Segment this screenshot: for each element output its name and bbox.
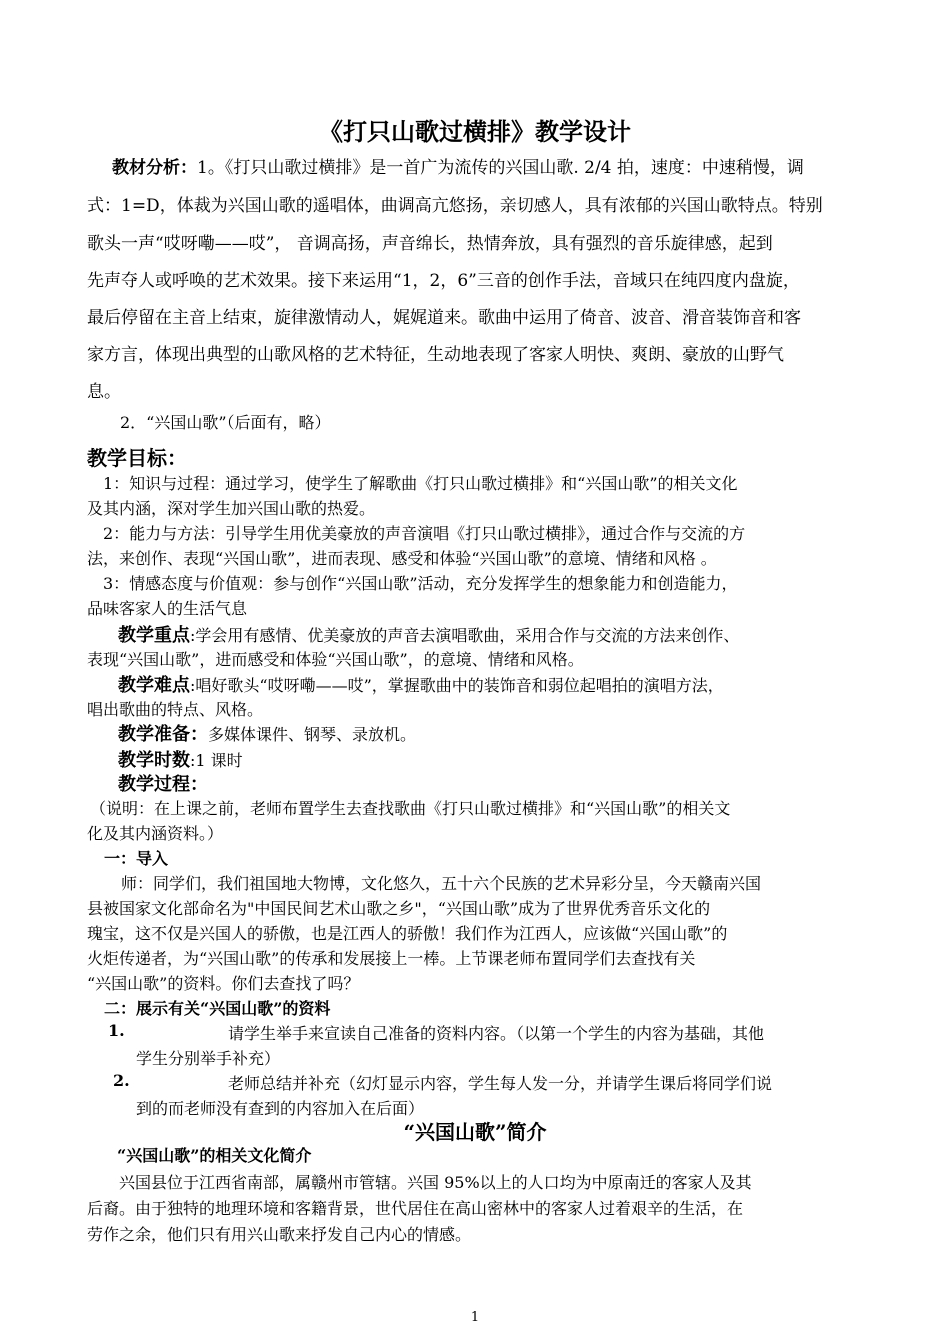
goals-heading: 教学目标： — [87, 446, 187, 470]
section1-line-0: 师：同学们，我们祖国地大物博，文化悠久，五十六个民族的艺术异彩分呈，今天赣南兴国 — [121, 874, 762, 893]
prep-label: 教学准备： — [118, 724, 208, 745]
key-point-text: :学会用有感情、优美豪放的声音去演唱歌曲，采用合作与交流的方法来创作、 — [190, 626, 740, 645]
goals-line-1: 及其内涵，深对学生加兴国山歌的热爱。 — [87, 499, 376, 518]
section2-heading: 二：展示有关“兴国山歌”的资料 — [104, 999, 331, 1018]
goals-line-4: 3：情感态度与价值观：参与创作“兴国山歌”活动，充分发挥学生的想象能力和创造能力， — [103, 574, 738, 593]
hours-label: 教学时数 — [118, 750, 190, 771]
key-point-line-1: 表现“兴国山歌”，进而感受和体验“兴国山歌”，的意境、情绪和风格。 — [87, 650, 584, 669]
hours-line — [118, 746, 243, 772]
section1-line-4: “兴国山歌”的资料。你们去查找了吗？ — [87, 974, 360, 993]
analysis-label: 教材分析： — [112, 158, 197, 178]
analysis-line-0 — [112, 153, 804, 178]
analysis-line-4: 最后停留在主音上结束，旋律激情动人，娓娓道来。歌曲中运用了倚音、波音、滑音装饰音和客 — [87, 308, 801, 328]
section2-item-1-line-1: 学生分别举手补充） — [136, 1049, 281, 1068]
process-note-0: （说明：在上课之前，老师布置学生去查找歌曲《打只山歌过横排》和“兴国山歌”的相关文 — [90, 799, 731, 818]
analysis-line-5: 家方言，体现出典型的山歌风格的艺术特征，生动地表现了客家人明快、爽朗、豪放的山野气 — [87, 345, 784, 365]
analysis-line-6: 息。 — [87, 382, 121, 402]
goals-line-0: 1：知识与过程：通过学习，使学生了解歌曲《打只山歌过横排》和“兴国山歌”的相关文化 — [103, 474, 738, 493]
goals-line-3: 法，来创作、表现“兴国山歌”，进而表现、感受和体验“兴国山歌”的意境、情绪和风格 。 — [87, 549, 717, 568]
key-point-line-0 — [118, 621, 739, 647]
key-point-label: 教学重点 — [118, 625, 190, 646]
analysis-item-2: 2．“兴国山歌”（后面有，略） — [120, 413, 331, 432]
section1-line-3: 火炬传递者，为“兴国山歌”的传承和发展接上一棒。上节课老师布置同学们去查找有关 — [87, 949, 696, 968]
intro-line-2: 劳作之余，他们只有用兴山歌来抒发自己内心的情感。 — [87, 1225, 472, 1244]
section1-heading: 一：导入 — [104, 849, 169, 868]
goals-line-5: 品味客家人的生活气息 — [87, 599, 248, 618]
section2-item-2-line-0: 老师总结并补充（幻灯显示内容，学生每人发一分，并请学生课后将同学们说 — [228, 1074, 773, 1093]
intro-line-0: 兴国县位于江西省南部，属赣州市管辖。兴国 95%以上的人口均为中原南迁的客家人及其 — [119, 1173, 752, 1192]
analysis-text: 1。《打只山歌过横排》是一首广为流传的兴国山歌. 2/4 拍，速度：中速稍慢，调 — [197, 158, 804, 178]
analysis-line-2: 歌头一声“哎呀嘞——哎”， 音调高扬，声音绵长，热情奔放，具有强烈的音乐旋律感，起到 — [87, 234, 773, 254]
prep-line — [118, 720, 416, 746]
section2-item-2-line-1: 到的而老师没有查到的内容加入在后面） — [136, 1099, 425, 1118]
intro-line-1: 后裔。由于独特的地理环境和客籍背景，世代居住在高山密林中的客家人过着艰辛的生活，在 — [87, 1199, 744, 1218]
intro-heading: “兴国山歌”简介 — [403, 1120, 547, 1144]
difficulty-label: 教学难点 — [118, 675, 190, 696]
intro-subheading: “兴国山歌”的相关文化简介 — [117, 1146, 312, 1165]
difficulty-line-0 — [118, 671, 724, 697]
process-note-1: 化及其内涵资料。） — [87, 824, 224, 843]
section1-line-2: 瑰宝，这不仅是兴国人的骄傲，也是江西人的骄傲！我们作为江西人，应该做“兴国山歌”的 — [87, 924, 728, 943]
section2-item-1-line-0: 请学生举手来宣读自己准备的资料内容。（以第一个学生的内容为基础，其他 — [228, 1024, 765, 1043]
difficulty-text: :唱好歌头“哎呀嘞——哎”，掌握歌曲中的装饰音和弱位起唱拍的演唱方法， — [190, 676, 724, 695]
section2-item-2-num: 2. — [113, 1071, 130, 1090]
section2-item-1-num: 1. — [108, 1021, 125, 1040]
prep-value: 多媒体课件、钢琴、录放机。 — [208, 725, 417, 744]
page-number: 1 — [470, 1310, 480, 1325]
hours-value: :1 课时 — [190, 751, 243, 770]
process-heading: 教学过程： — [118, 774, 208, 795]
difficulty-line-1: 唱出歌曲的特点、风格。 — [87, 700, 264, 719]
analysis-line-3: 先声夺人或呼唤的艺术效果。接下来运用“1，2，6”三音的创作手法，音域只在纯四度内盘旋， — [87, 271, 800, 291]
goals-line-2: 2：能力与方法：引导学生用优美豪放的声音演唱《打只山歌过横排》，通过合作与交流的方 — [103, 524, 746, 543]
analysis-line-1: 式：1=D，体裁为兴国山歌的遥唱体，曲调高亢悠扬，亲切感人，具有浓郁的兴国山歌特点。特别 — [87, 196, 823, 216]
section1-line-1: 县被国家文化部命名为"中国民间艺术山歌之乡"，“兴国山歌”成为了世界优秀音乐文化的 — [87, 899, 711, 918]
document-title: 《打只山歌过横排》教学设计 — [319, 117, 631, 146]
